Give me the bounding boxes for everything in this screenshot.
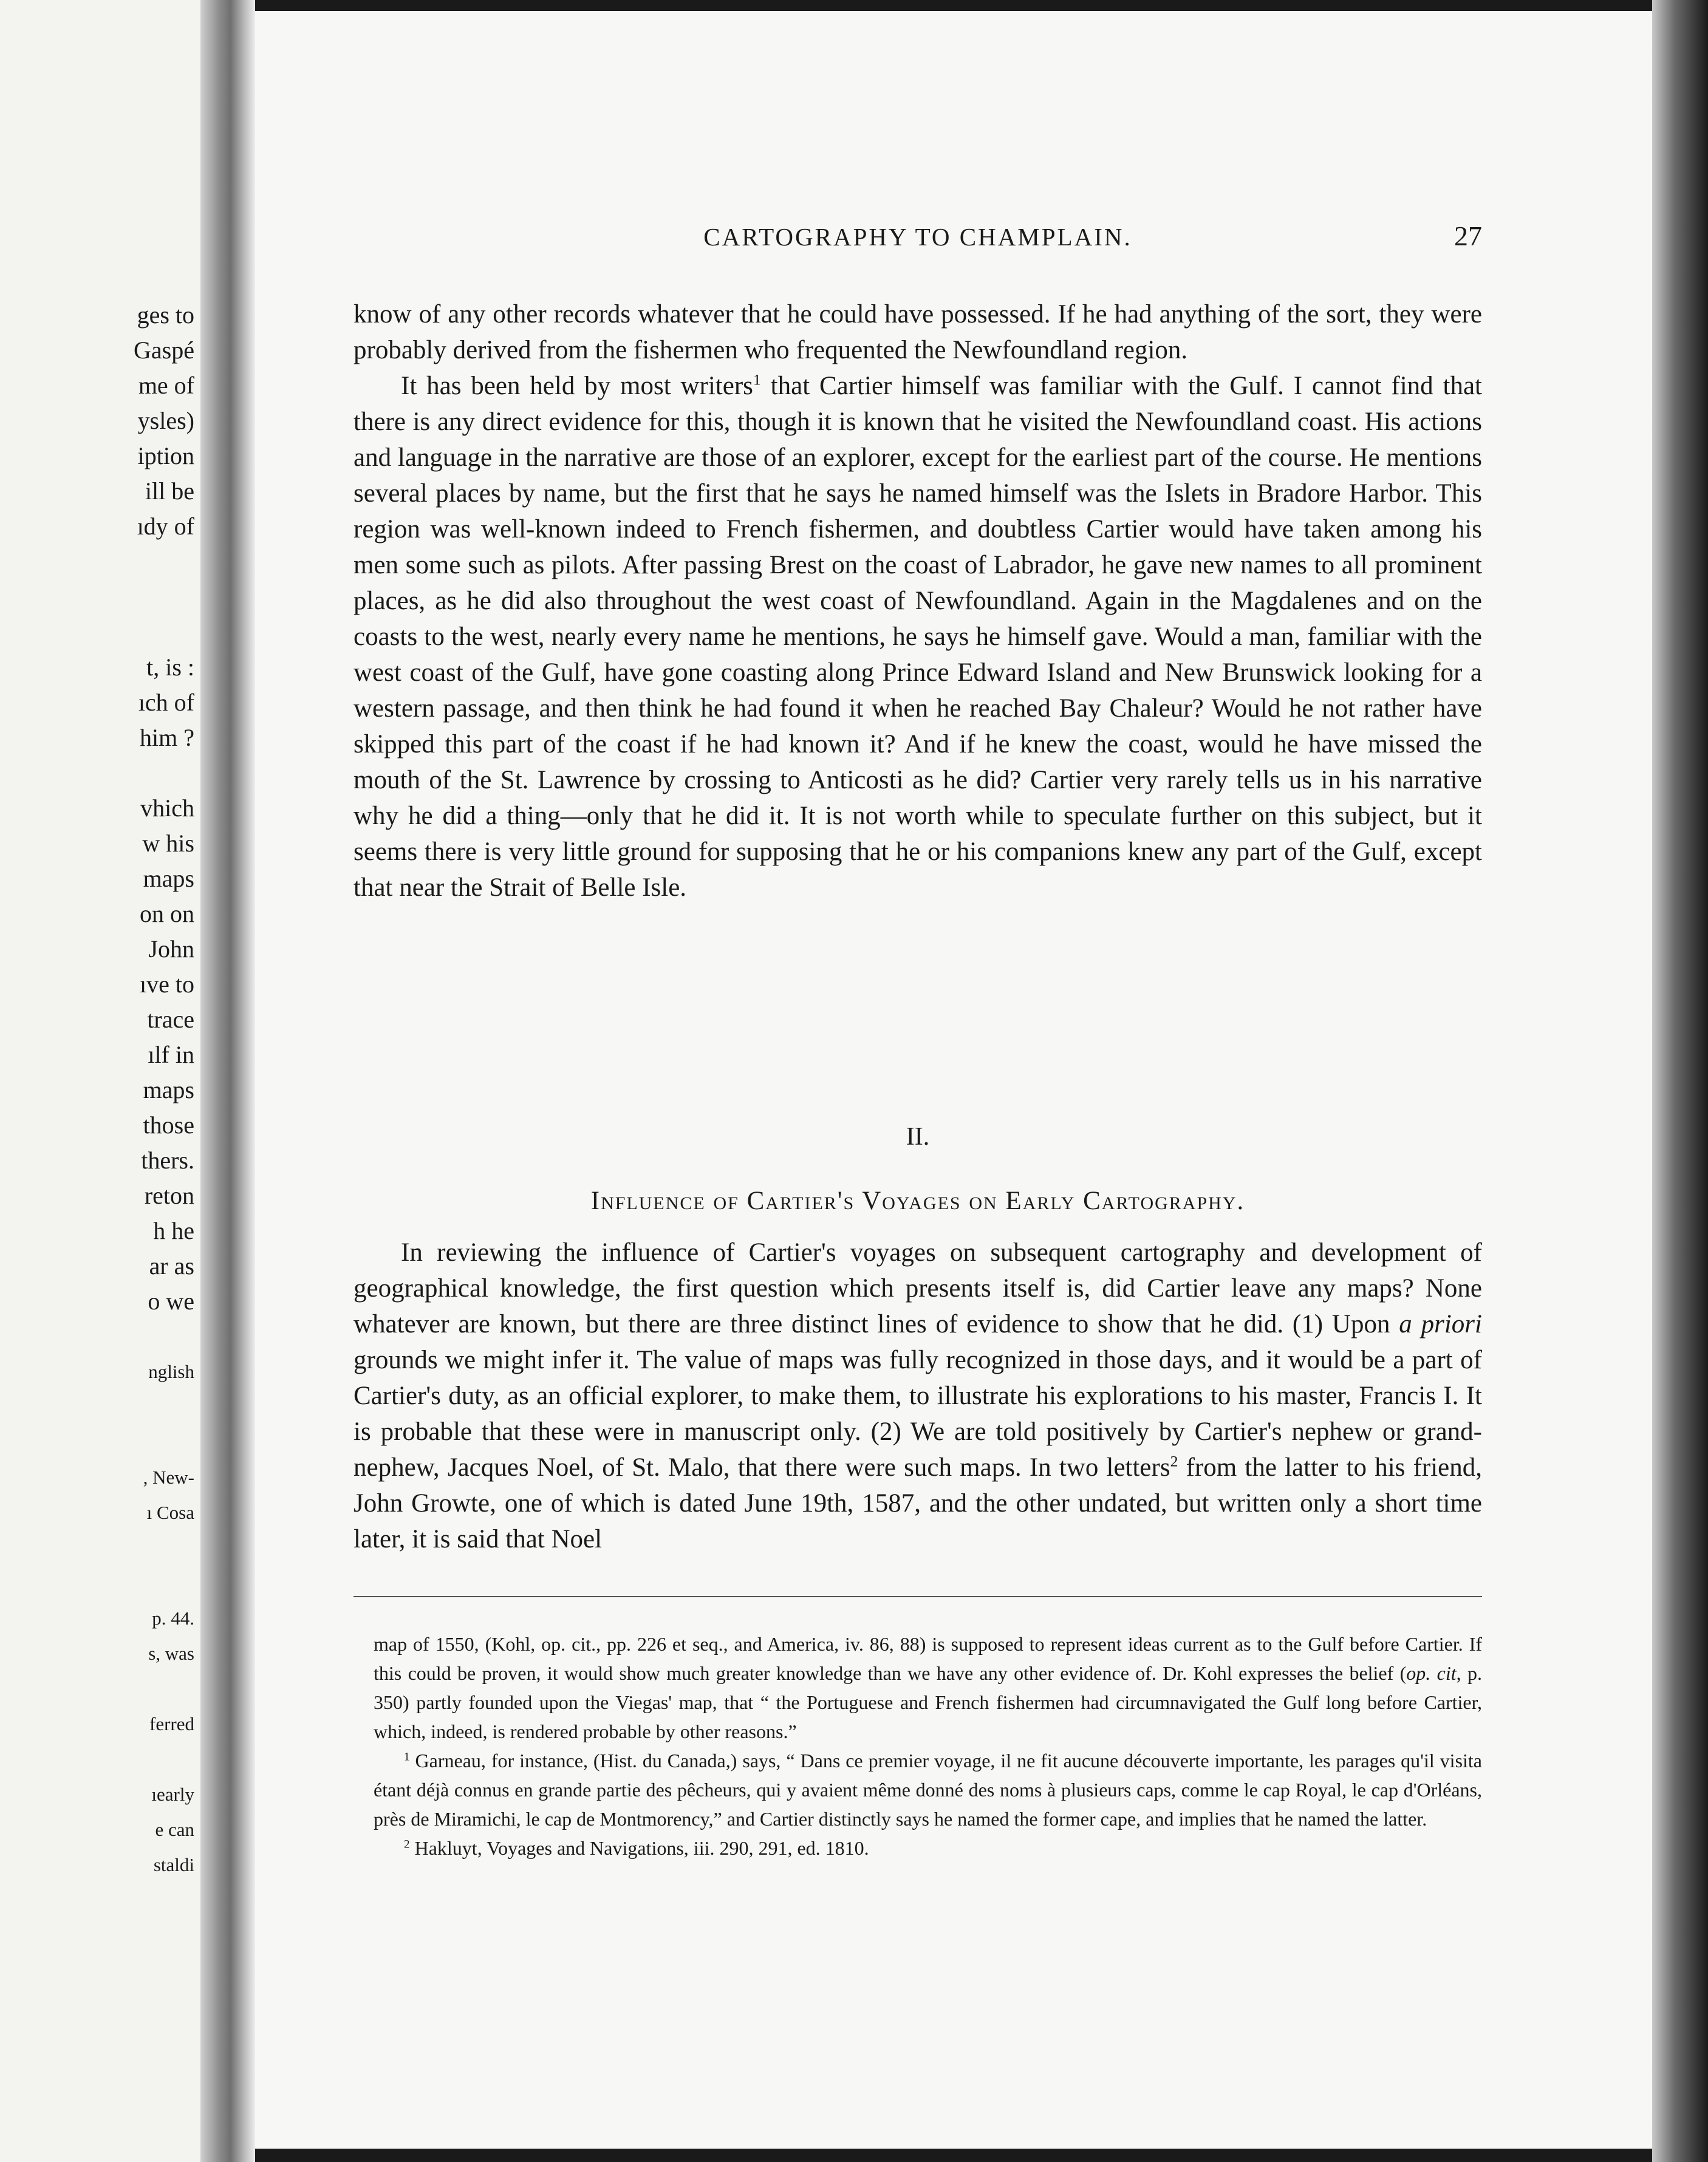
left-page-line: ysles) [137,407,194,434]
paragraph-3-text-b: grounds we might infer it. The value of maps was fully recognized in those days, and it would be a part of Cartier's duty, as an official explorer, to make them, to illustrate his explorations to his master, Francis I. It is probable that these were in manuscript only. (2) We are told positively by Cartier's nephew or grand-nephew, Jacques Noel, of St. Malo, that there were such maps. In two letters [354,1346,1482,1482]
left-page-line: maps [143,1076,194,1103]
paragraph-1: know of any other records whatever that he could have possessed. If he had anything of the sort, they were probably derived from the fishermen who frequented the Newfoundland region. [354,300,1482,364]
left-page-line: o we [148,1287,194,1315]
left-page-line: w his [142,830,194,857]
left-page-line [0,615,194,650]
left-page-line [0,1671,194,1707]
left-page-line: reton [144,1182,194,1209]
left-page-line: ferred [149,1713,194,1734]
left-page-line: staldi [153,1854,194,1875]
left-page-line: ıearly [151,1784,194,1805]
left-page-line [0,579,194,615]
left-page-line: ılf in [148,1041,194,1068]
body-text-top [354,296,1482,905]
left-page-line: those [143,1111,194,1139]
footnote-continuation-italic: op. cit [1406,1662,1457,1684]
left-page-line: him ? [140,724,194,751]
left-page-line [0,1319,194,1354]
footnote-1-text: Garneau, for instance, (Hist. du Canada,) says, “ Dans ce premier voyage, il ne fit aucune découverte importante, les parages qu'il visita étant déjà connus en grande partie des pêcheurs, qui y avaient même donné des noms à plusieurs caps, comme le cap Royal, le cap d'Orléans, près de Miramichi, le cap de Montmorency,” and Cartier distinctly says he named the former cape, and implies that he named the latter. [374,1750,1482,1830]
footnote-1-marker: 1 [404,1750,410,1764]
left-page-line: s, was [148,1643,194,1664]
left-page-line: iption [137,442,194,469]
left-page-line: maps [143,865,194,892]
left-page-line: on on [140,900,194,927]
book-gutter [200,0,255,2162]
footnote-continuation [374,1629,1482,1746]
left-page-line: t, is : [146,653,194,681]
left-page-line: ıve to [140,970,194,998]
left-page-line: vhich [140,794,194,822]
paragraph-3-italic: a priori [1399,1310,1482,1338]
left-page-fragment [0,0,200,2162]
paragraph-2-text-b: that Cartier himself was familiar with the Gulf. I cannot find that there is any direct evidence for this, though it is known that he visited the Newfoundland coast. His actions and language in the narrative are those of an explorer, except for the earliest part of the course. He mentions several places by name, but the first that he says he named himself was the Islets in Bradore Harbor. This region was well-known indeed to French fishermen, and doubtless Cartier would have taken among his men some such as pilots. After passing Brest on the coast of Labrador, he gave new names to all prominent places, as he did also throughout the west coast of Newfoundland. Again in the Magdalenes and on the coasts to the west, nearly every name he mentions, he says he himself gave. Would a man, familiar with the west coast of the Gulf, have gone coasting along Prince Edward Island and New Brunswick looking for a western passage, and then think he had found it when he reached Bay Chaleur? Would he not rather have skipped this part of the coast if he had known it? And if he knew the coast, would he have missed the mouth of the St. Lawrence by crossing to Anticosti as he did? Cartier very rarely tells us in his narrative why he did a thing—only that he did it. It is not worth while to speculate further on this subject, but it seems there is very little ground for supposing that he or his companions knew any part of the Gulf, except that near the Strait of Belle Isle. [354,372,1482,902]
footnote-2-text: Hakluyt, Voyages and Navigations, iii. 290, 291, ed. 1810. [409,1837,869,1859]
page [255,11,1652,2149]
left-page-line: ıdy of [137,513,194,540]
paragraph-3-text-c: from the latter to his friend, John Growte, one of which is dated June 19th, 1587, and the other undated, but written only a short time later, it is said that Noel [354,1453,1482,1553]
left-page-line: p. 44. [152,1608,194,1629]
left-page-line: ı Cosa [146,1502,194,1523]
left-page-line [0,1742,194,1777]
left-page-line [0,1390,194,1425]
left-page-line: ar as [149,1252,194,1280]
footnote-ref-2: 2 [1170,1452,1178,1470]
left-page-text [0,298,194,1883]
left-page-line: h he [153,1217,194,1244]
left-page-line: ill be [145,477,194,505]
page-number: 27 [1454,220,1482,251]
left-page-line [0,1425,194,1460]
running-head: CARTOGRAPHY TO CHAMPLAIN. [703,223,1132,251]
section-title: Influence of Cartier's Voyages on Early Cartography. [590,1187,1245,1215]
left-page-line: ıch of [138,689,194,716]
page-edge-shadow [1652,0,1708,2162]
paragraph-2 [354,368,1482,905]
footnote-continuation-text-a: map of 1550, (Kohl, op. cit., pp. 226 et seq., and America, iv. 86, 88) is supposed to represent ideas current as to the Gulf before Cartier. If this could be proven, it would show much greater knowledge than we have any other evidence of. Dr. Kohl expresses the belief ( [374,1633,1482,1684]
footnote-2-marker: 2 [404,1838,410,1851]
footnotes [374,1629,1482,1863]
left-page-line: John [148,935,194,963]
footnote-ref-1: 1 [753,370,761,389]
left-page-line: me of [138,372,194,399]
left-page-line: Gaspé [134,336,194,364]
footnote-continuation-text-b: , p. 350) partly founded upon the Viegas' map, that “ the Portuguese and French fishermen had circumnavigated the Gulf long before Cartier, which, indeed, is rendered probable by other reasons.” [374,1662,1482,1742]
left-page-line: ges to [137,301,194,329]
left-page-line: nglish [148,1361,194,1382]
paragraph-2-text-a: It has been held by most writers [401,372,753,400]
body-text-bottom [354,1235,1482,1557]
left-page-line [0,1566,194,1601]
left-page-line: thers. [141,1147,194,1174]
left-page-line [0,755,194,791]
left-page-line: e can [155,1819,194,1840]
left-page-line [0,544,194,579]
footnote-2 [374,1833,1482,1863]
paragraph-3-text-a: In reviewing the influence of Cartier's voyages on subsequent cartography and development of geographical knowledge, the first question which presents itself is, did Cartier leave any maps? None whatever are known, but there are three distinct lines of evidence to show that he did. (1) Upon [354,1238,1482,1338]
section-numeral: II. [906,1123,930,1151]
left-page-line [0,1530,194,1566]
paragraph-3 [354,1235,1482,1557]
left-page-line: trace [147,1006,194,1033]
left-page-line: , New- [143,1467,194,1488]
footnote-1 [374,1746,1482,1833]
page-header [354,222,1482,259]
footnote-rule [354,1596,1482,1597]
